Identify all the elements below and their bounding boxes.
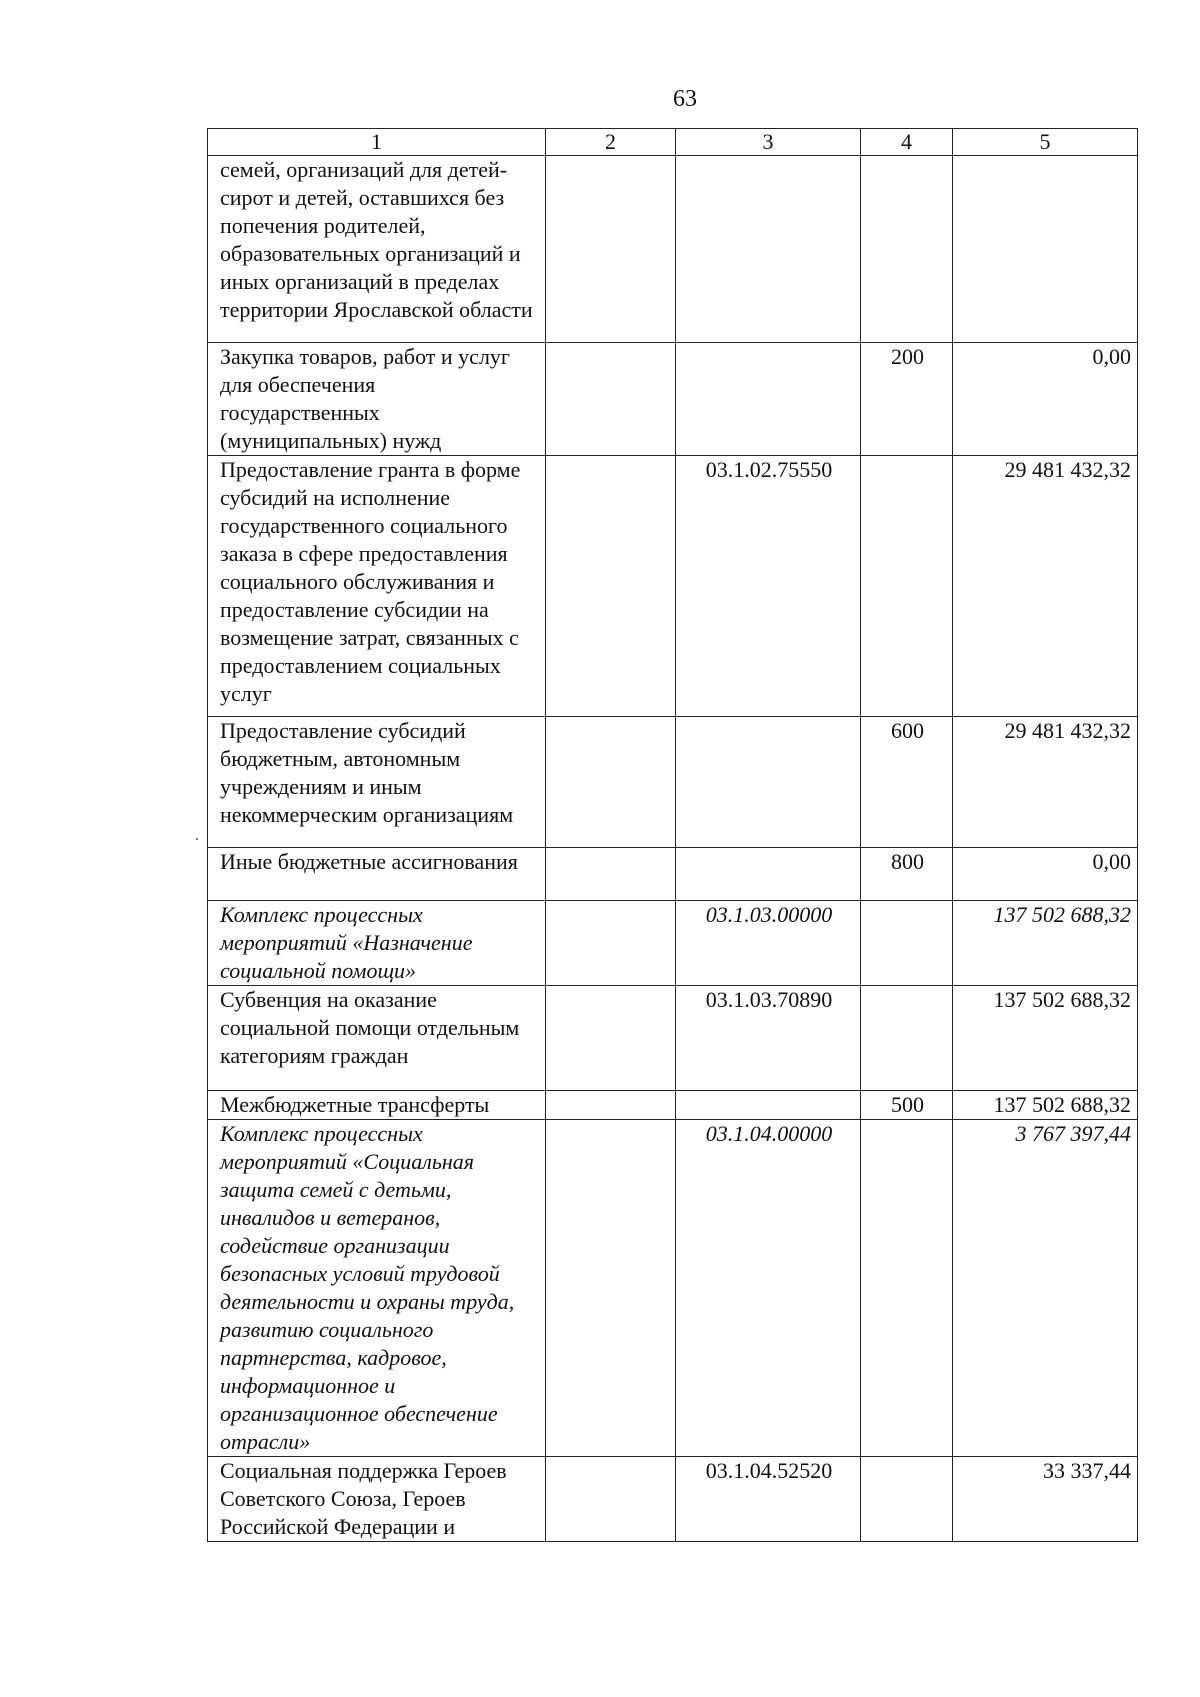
table-cell-col-3	[676, 717, 861, 848]
table-cell-col-1: Закупка товаров, работ и услуг для обеспечения государственных (муниципальных) нужд	[208, 343, 546, 456]
table-cell-col-1: Комплекс процессных мероприятий «Назначение социальной помощи»	[208, 901, 546, 986]
table-cell-col-5: 29 481 432,32	[953, 456, 1138, 717]
table-cell-col-4: 200	[861, 343, 953, 456]
table-row	[208, 901, 1138, 986]
table-row	[208, 986, 1138, 1091]
table-cell-col-5	[953, 156, 1138, 343]
table-cell-col-4	[861, 156, 953, 343]
table-cell-col-4: 500	[861, 1091, 953, 1120]
header-col-2: 2	[546, 129, 676, 156]
table-cell-col-5: 33 337,44	[953, 1457, 1138, 1542]
header-col-1: 1	[208, 129, 546, 156]
table-cell-col-2	[546, 717, 676, 848]
table-cell-col-3	[676, 1091, 861, 1120]
table-cell-col-1: Предоставление субсидий бюджетным, автономным учреждениям и иным некоммерческим организациям	[208, 717, 546, 848]
table-row	[208, 717, 1138, 848]
table-cell-col-1: Субвенция на оказание социальной помощи отдельным категориям граждан	[208, 986, 546, 1091]
table-cell-col-5: 0,00	[953, 343, 1138, 456]
table-cell-col-4: 800	[861, 848, 953, 901]
table-cell-col-4: 600	[861, 717, 953, 848]
table-cell-col-5: 29 481 432,32	[953, 717, 1138, 848]
table-row	[208, 1120, 1138, 1457]
table-cell-col-4	[861, 1120, 953, 1457]
table-cell-col-2	[546, 1120, 676, 1457]
table-cell-col-3: 03.1.04.52520	[676, 1457, 861, 1542]
table-cell-col-2	[546, 343, 676, 456]
table-cell-col-5: 0,00	[953, 848, 1138, 901]
table-header-row	[208, 129, 1138, 156]
table-cell-col-1: семей, организаций для детей-сирот и детей, оставшихся без попечения родителей, образовательных организаций и иных организаций в пределах территории Ярославской области	[208, 156, 546, 343]
table-cell-col-3	[676, 848, 861, 901]
table-cell-col-5: 3 767 397,44	[953, 1120, 1138, 1457]
table-cell-col-2	[546, 986, 676, 1091]
table-cell-col-1: Предоставление гранта в форме субсидий на исполнение государственного социального заказа в сфере предоставления социального обслуживания и предоставление субсидии на возмещение затрат, связанных с предоставлением социальных услуг	[208, 456, 546, 717]
table-cell-col-1: Социальная поддержка Героев Советского Союза, Героев Российской Федерации и	[208, 1457, 546, 1542]
table-cell-col-1: Межбюджетные трансферты	[208, 1091, 546, 1120]
table-cell-col-3: 03.1.04.00000	[676, 1120, 861, 1457]
table-row	[208, 156, 1138, 343]
table-cell-col-4	[861, 1457, 953, 1542]
table-cell-col-5: 137 502 688,32	[953, 986, 1138, 1091]
table-cell-col-3: 03.1.02.75550	[676, 456, 861, 717]
scan-speck	[196, 838, 198, 840]
table-cell-col-2	[546, 848, 676, 901]
table-cell-col-2	[546, 901, 676, 986]
budget-table	[207, 128, 1138, 1542]
table-cell-col-2	[546, 1457, 676, 1542]
table-cell-col-3	[676, 156, 861, 343]
table-cell-col-2	[546, 1091, 676, 1120]
table-cell-col-5: 137 502 688,32	[953, 901, 1138, 986]
header-col-3: 3	[676, 129, 861, 156]
table-row	[208, 1091, 1138, 1120]
table-cell-col-4	[861, 986, 953, 1091]
table-row	[208, 456, 1138, 717]
header-col-5: 5	[953, 129, 1138, 156]
table-cell-col-3: 03.1.03.70890	[676, 986, 861, 1091]
table-row	[208, 848, 1138, 901]
page-number: 63	[673, 86, 697, 112]
table-cell-col-2	[546, 456, 676, 717]
table-cell-col-4	[861, 456, 953, 717]
table-cell-col-3	[676, 343, 861, 456]
table-row	[208, 1457, 1138, 1542]
table-cell-col-5: 137 502 688,32	[953, 1091, 1138, 1120]
table-cell-col-2	[546, 156, 676, 343]
table-cell-col-4	[861, 901, 953, 986]
table-cell-col-1: Иные бюджетные ассигнования	[208, 848, 546, 901]
table-cell-col-3: 03.1.03.00000	[676, 901, 861, 986]
table-row	[208, 343, 1138, 456]
table-cell-col-1: Комплекс процессных мероприятий «Социальная защита семей с детьми, инвалидов и ветеранов, содействие организации безопасных условий трудовой деятельности и охраны труда, развитию социального партнерства, кадровое, информационное и организационное обеспечение отрасли»	[208, 1120, 546, 1457]
header-col-4: 4	[861, 129, 953, 156]
